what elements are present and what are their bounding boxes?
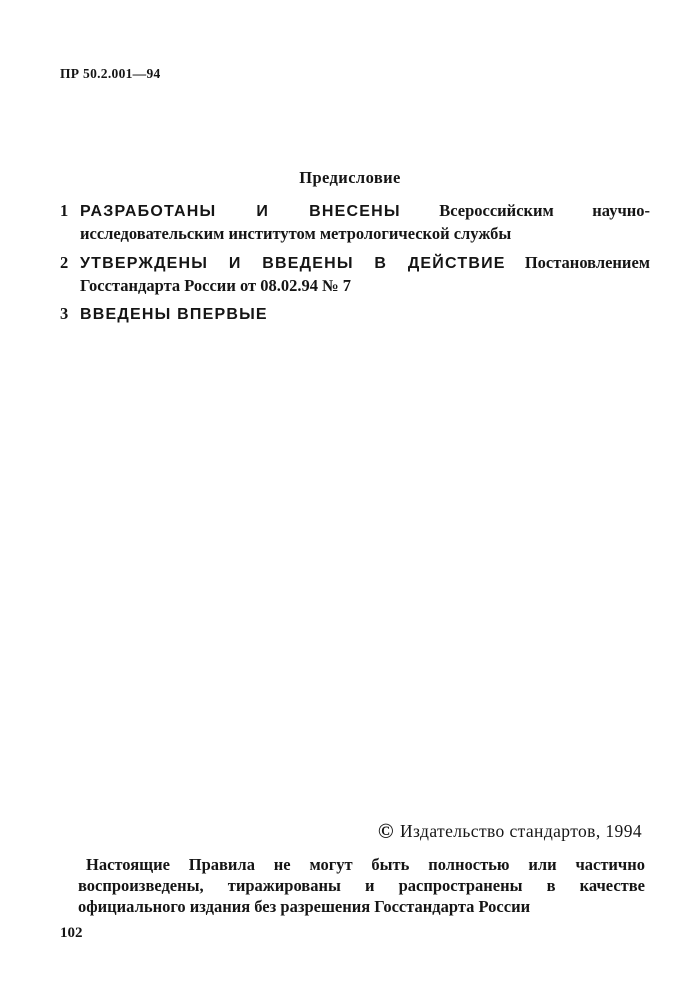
preface-item-body bbox=[80, 303, 650, 326]
preface-item-1 bbox=[60, 200, 650, 245]
preface-item-body bbox=[80, 252, 650, 297]
document-code: ПР 50.2.001—94 bbox=[60, 66, 161, 81]
preface-item-body bbox=[80, 200, 650, 245]
preface-item-number: 3 bbox=[60, 304, 69, 323]
copyright-text: Издательство стандартов, 1994 bbox=[400, 821, 642, 841]
preface-item-2 bbox=[60, 252, 650, 297]
preface-item-number: 2 bbox=[60, 253, 69, 272]
copyright-icon: © bbox=[377, 819, 394, 843]
preface-item-number: 1 bbox=[60, 201, 69, 220]
preface-item-caps: РАЗРАБОТАНЫ И ВНЕСЕНЫ bbox=[80, 203, 401, 220]
preface-item-caps: УТВЕРЖДЕНЫ И ВВЕДЕНЫ В ДЕЙСТВИЕ bbox=[80, 255, 506, 272]
preface-item-text: Всероссийским научно-исследовательским институтом метрологической службы bbox=[80, 201, 651, 243]
preface-item-text: Постановлением Госстандарта России от 08.02.94 № 7 bbox=[80, 253, 651, 295]
notice-text: Настоящие Правила не могут быть полностью или частично воспроизведены, тиражированы и распространены в качестве официального издания без разрешения Госстандарта России bbox=[78, 855, 645, 916]
preface-item-caps: ВВЕДЕНЫ ВПЕРВЫЕ bbox=[80, 306, 268, 323]
page-number: 102 bbox=[60, 925, 83, 941]
reproduction-notice bbox=[78, 854, 645, 917]
preface-item-3 bbox=[60, 303, 650, 326]
preface-title: Предисловие bbox=[299, 168, 401, 187]
copyright-line bbox=[378, 818, 642, 843]
